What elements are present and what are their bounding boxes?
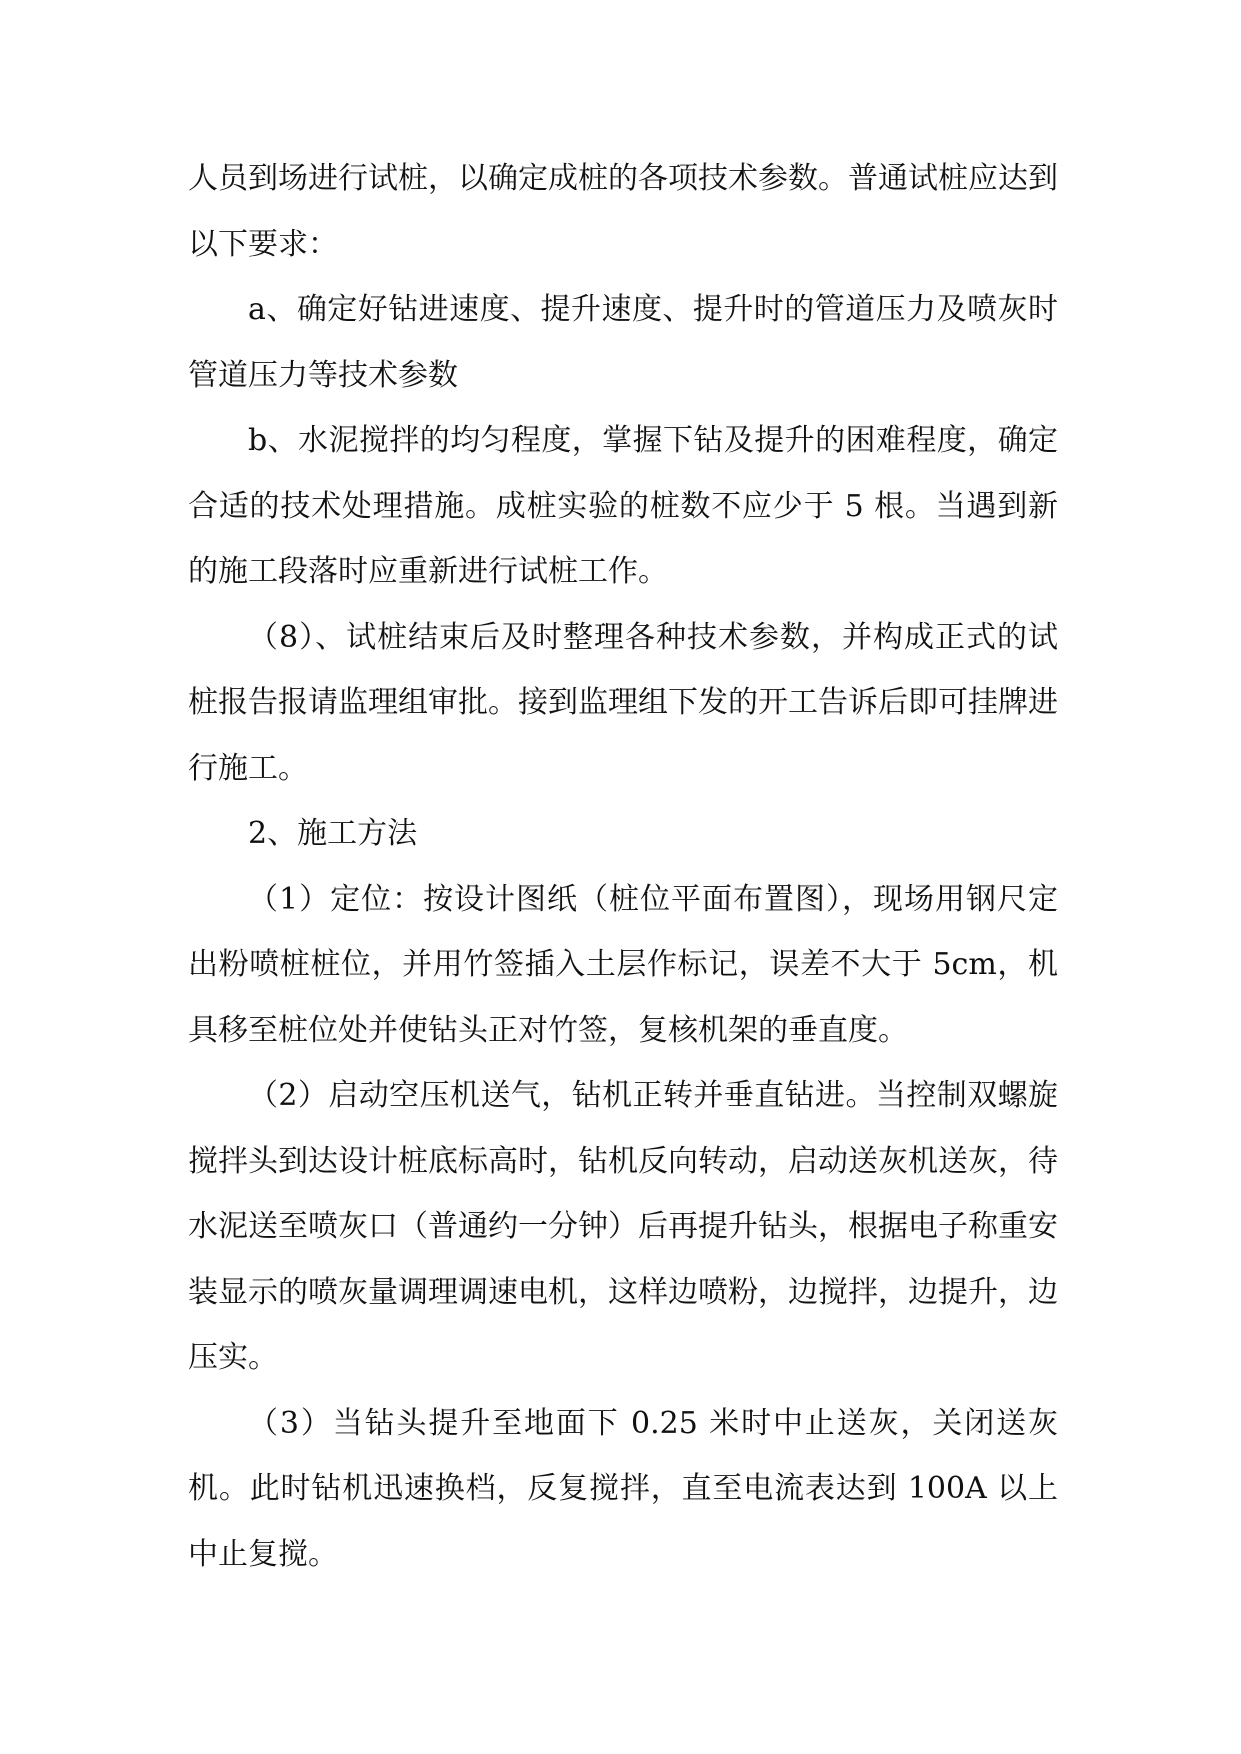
paragraph-continuation: 人员到场进行试桩，以确定成桩的各项技术参数。普通试桩应达到以下要求： (188, 161, 1058, 262)
body-text (188, 146, 1058, 1587)
paragraph-step-1: （1）定位：按设计图纸（桩位平面布置图），现场用钢尺定出粉喷桩桩位，并用竹签插入土层作标记，误差不大于 5cm，机具移至桩位处并使钻头正对竹签，复核机架的垂直度。 (188, 881, 1058, 1048)
section-heading-construction-method: 2、施工方法 (248, 816, 418, 851)
paragraph-item-b: b、水泥搅拌的均匀程度，掌握下钻及提升的困难程度，确定合适的技术处理措施。成桩实验的桩数不应少于 5 根。当遇到新的施工段落时应重新进行试桩工作。 (188, 423, 1058, 589)
paragraph-item-8: （8）、试桩结束后及时整理各种技术参数，并构成正式的试桩报告报请监理组审批。接到监理组下发的开工告诉后即可挂牌进行施工。 (188, 619, 1058, 786)
paragraph-step-2: （2）启动空压机送气，钻机正转并垂直钻进。当控制双螺旋搅拌头到达设计桩底标高时，钻机反向转动，启动送灰机送灰，待水泥送至喷灰口（普通约一分钟）后再提升钻头，根据电子称重安装显示的喷灰量调理调速电机，这样边喷粉，边搅拌，边提升，边压实。 (188, 1078, 1058, 1375)
paragraph-item-a: a、确定好钻进速度、提升速度、提升时的管道压力及喷灰时管道压力等技术参数 (188, 292, 1058, 393)
paragraph-step-3: （3）当钻头提升至地面下 0.25 米时中止送灰，关闭送灰机。此时钻机迅速换档，反复搅拌，直至电流表达到 100A 以上中止复搅。 (188, 1405, 1058, 1572)
